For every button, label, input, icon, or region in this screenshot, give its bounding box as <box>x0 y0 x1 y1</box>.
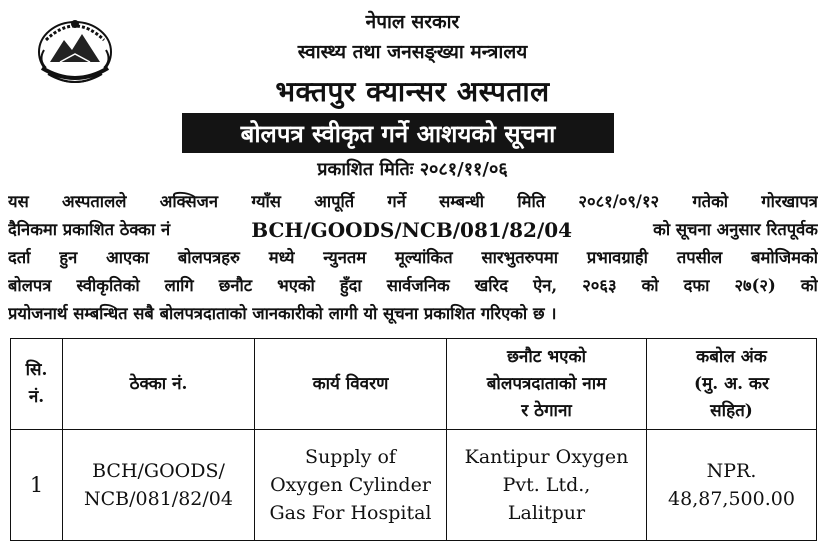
col-header-serial: सि. नं. <box>11 339 63 430</box>
body-line-1: यस अस्पतालले अक्सिजन ग्याँस आपूर्ति गर्ने सम्बन्धी मिति २०८१/०९/१२ गतेको गोरखापत्र <box>8 192 818 211</box>
cell-description: Supply of Oxygen Cylinder Gas For Hospital <box>255 430 447 541</box>
col-header-bidder: छनौट भएको बोलपत्रदाताको नाम र ठेगाना <box>447 339 647 430</box>
body-line-2 <box>8 216 818 244</box>
tender-reference-number: BCH/GOODS/NCB/081/82/04 <box>251 218 573 242</box>
body-line-5: प्रयोजनार्थ सम्बन्धित सबै बोलपत्रदाताको जानकारीको लागी यो सूचना प्रकाशित गरिएको छ । <box>8 304 557 323</box>
body-line-3: दर्ता हुन आएका बोलपत्रहरु मध्ये न्युनतम मूल्यांकित सारभुतरुपमा प्रभावग्राही तपसील बमोजिमको <box>8 248 818 267</box>
notice-title: बोलपत्र स्वीकृत गर्ने आशयको सूचना <box>240 118 556 148</box>
award-table <box>10 338 817 541</box>
body-line-4: बोलपत्र स्वीकृतिको लागि छनौट भएको हुँदा सार्वजनिक खरिद ऐन, २०६३ को दफा २७(२) को <box>8 276 818 295</box>
ministry-name: स्वास्थ्य तथा जनसङ्ख्या मन्त्रालय <box>297 41 528 63</box>
body-line-2-end: को सूचना अनुसार रितपूर्वक <box>653 220 818 239</box>
cell-contract-no: BCH/GOODS/ NCB/081/82/04 <box>63 430 255 541</box>
body-line-2-start: दैनिकमा प्रकाशित ठेक्का नं <box>8 220 171 239</box>
hospital-name: भक्तपुर क्यान्सर अस्पताल <box>275 75 550 108</box>
table-row <box>11 430 817 541</box>
published-date: प्रकाशित मितिः २०८१/११/०६ <box>317 159 508 180</box>
col-header-amount: कबोल अंक (मु. अ. कर सहित) <box>647 339 817 430</box>
government-name: नेपाल सरकार <box>365 11 460 33</box>
col-header-contract-no: ठेक्का नं. <box>63 339 255 430</box>
cell-serial: 1 <box>11 430 63 541</box>
cell-bidder: Kantipur Oxygen Pvt. Ltd., Lalitpur <box>447 430 647 541</box>
notice-body <box>8 188 818 328</box>
table-header-row <box>11 339 817 430</box>
col-header-description: कार्य विवरण <box>255 339 447 430</box>
notice-title-banner <box>182 113 614 153</box>
cell-amount: NPR. 48,87,500.00 <box>647 430 817 541</box>
